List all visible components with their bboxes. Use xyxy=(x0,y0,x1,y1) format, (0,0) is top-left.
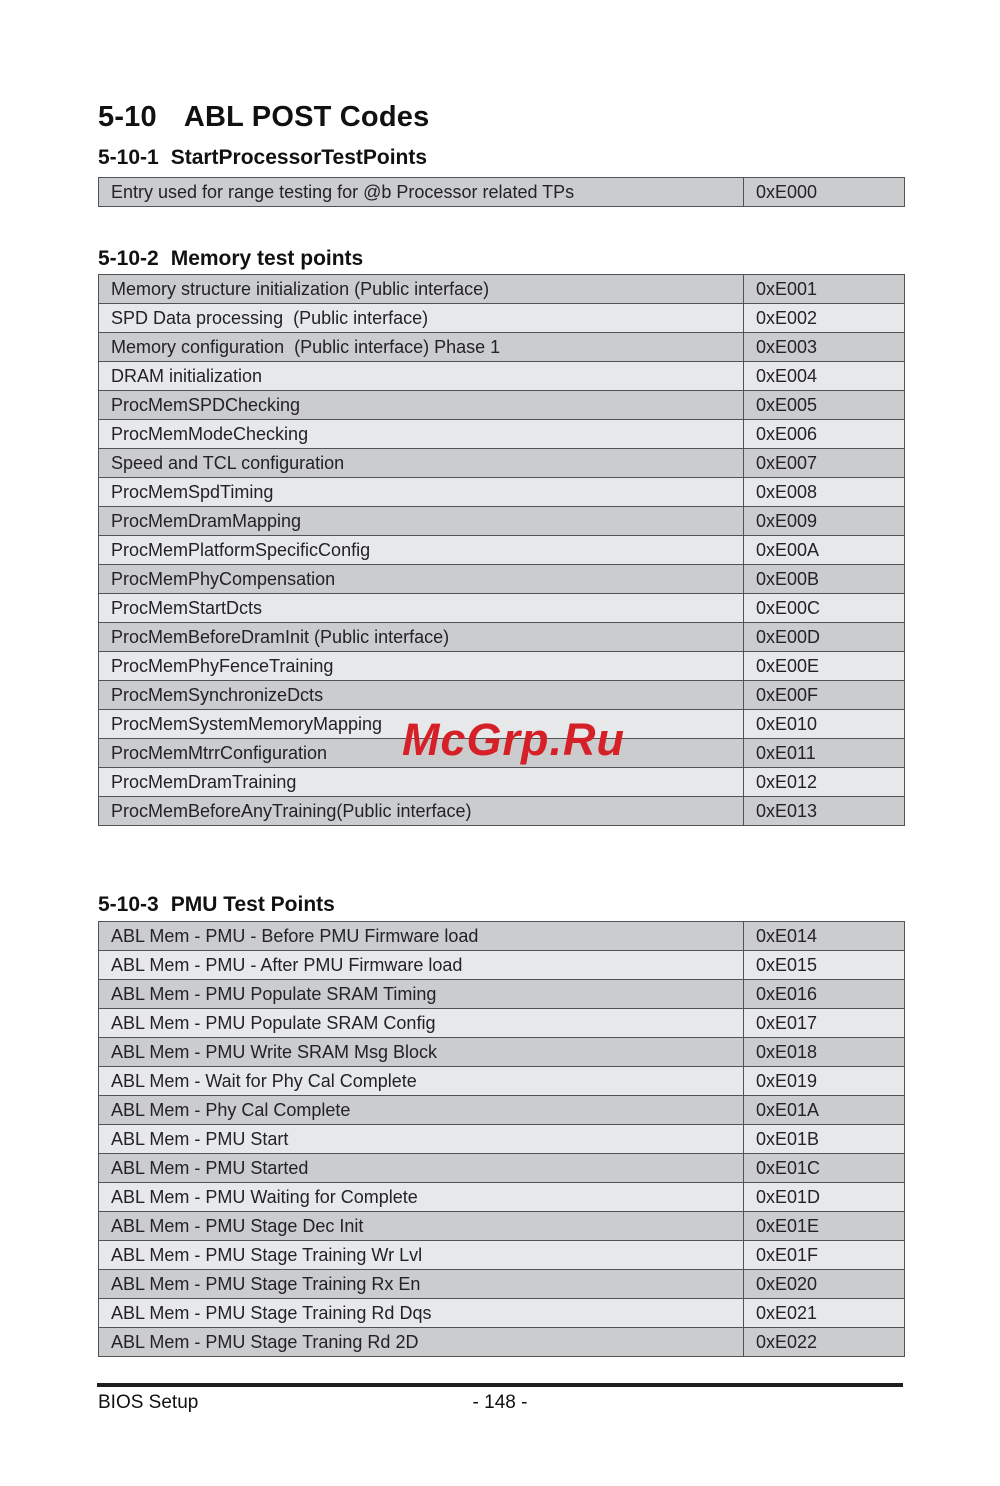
section-heading xyxy=(98,145,904,170)
footer-page-number: - 148 - xyxy=(472,1392,528,1413)
table-row xyxy=(99,1067,905,1096)
post-code-value: 0xE00A xyxy=(744,536,905,565)
post-code-value: 0xE00B xyxy=(744,565,905,594)
table-row xyxy=(99,333,905,362)
test-point-description: ABL Mem - PMU Stage Training Rd Dqs xyxy=(99,1299,744,1328)
table-row xyxy=(99,1299,905,1328)
table-row xyxy=(99,1241,905,1270)
post-code-value: 0xE020 xyxy=(744,1270,905,1299)
test-point-description: Entry used for range testing for @b Processor related TPs xyxy=(99,178,744,207)
post-code-value: 0xE006 xyxy=(744,420,905,449)
footer-chapter-label: BIOS Setup xyxy=(98,1392,199,1413)
test-point-description: ProcMemDramTraining xyxy=(99,768,744,797)
table-row xyxy=(99,1212,905,1241)
table-row xyxy=(99,768,905,797)
test-point-description: ProcMemPlatformSpecificConfig xyxy=(99,536,744,565)
post-code-value: 0xE016 xyxy=(744,980,905,1009)
post-code-value: 0xE00C xyxy=(744,594,905,623)
post-code-value: 0xE004 xyxy=(744,362,905,391)
watermark-text: McGrp.Ru xyxy=(402,714,626,765)
section-title: StartProcessorTestPoints xyxy=(170,146,428,169)
post-code-value: 0xE002 xyxy=(744,304,905,333)
test-point-description: ABL Mem - PMU Start xyxy=(99,1125,744,1154)
section-title: Memory test points xyxy=(170,247,364,270)
table-row xyxy=(99,420,905,449)
page-title-number: 5-10 xyxy=(98,101,157,133)
table-row xyxy=(99,594,905,623)
test-point-description: ProcMemBeforeDramInit (Public interface) xyxy=(99,623,744,652)
post-code-value: 0xE01E xyxy=(744,1212,905,1241)
post-code-value: 0xE01A xyxy=(744,1096,905,1125)
section-number: 5-10-3 xyxy=(98,893,159,916)
section-number: 5-10-2 xyxy=(98,247,159,270)
page-title-text: ABL POST Codes xyxy=(183,101,430,133)
test-point-description: ABL Mem - PMU - After PMU Firmware load xyxy=(99,951,744,980)
test-point-description: ABL Mem - PMU Started xyxy=(99,1154,744,1183)
post-code-value: 0xE00D xyxy=(744,623,905,652)
post-code-table xyxy=(98,177,905,207)
test-point-description: ABL Mem - PMU Stage Training Wr Lvl xyxy=(99,1241,744,1270)
test-point-description: Speed and TCL configuration xyxy=(99,449,744,478)
post-code-value: 0xE01C xyxy=(744,1154,905,1183)
post-code-value: 0xE005 xyxy=(744,391,905,420)
post-code-value: 0xE014 xyxy=(744,922,905,951)
table-row xyxy=(99,304,905,333)
test-point-description: ProcMemSpdTiming xyxy=(99,478,744,507)
table-row xyxy=(99,623,905,652)
table-row xyxy=(99,1125,905,1154)
test-point-description: SPD Data processing (Public interface) xyxy=(99,304,744,333)
test-point-description: ABL Mem - PMU Stage Dec Init xyxy=(99,1212,744,1241)
post-code-table xyxy=(98,921,905,1357)
page-title xyxy=(98,101,429,134)
test-point-description: ProcMemSPDChecking xyxy=(99,391,744,420)
post-code-value: 0xE01B xyxy=(744,1125,905,1154)
test-point-description: ABL Mem - PMU Populate SRAM Config xyxy=(99,1009,744,1038)
test-point-description: ProcMemPhyCompensation xyxy=(99,565,744,594)
test-point-description: ABL Mem - Wait for Phy Cal Complete xyxy=(99,1067,744,1096)
post-code-value: 0xE012 xyxy=(744,768,905,797)
table-row xyxy=(99,922,905,951)
post-code-value: 0xE008 xyxy=(744,478,905,507)
table-row xyxy=(99,1270,905,1299)
post-code-value: 0xE011 xyxy=(744,739,905,768)
table-row xyxy=(99,1154,905,1183)
test-point-description: ABL Mem - PMU Waiting for Complete xyxy=(99,1183,744,1212)
post-code-value: 0xE00E xyxy=(744,652,905,681)
table-row xyxy=(99,391,905,420)
post-code-value: 0xE018 xyxy=(744,1038,905,1067)
section xyxy=(98,892,904,1357)
post-code-value: 0xE00F xyxy=(744,681,905,710)
test-point-description: ABL Mem - PMU Populate SRAM Timing xyxy=(99,980,744,1009)
table-row xyxy=(99,478,905,507)
table-row xyxy=(99,1328,905,1357)
test-point-description: ABL Mem - Phy Cal Complete xyxy=(99,1096,744,1125)
table-row xyxy=(99,1038,905,1067)
test-point-description: ProcMemMtrrConfiguration xyxy=(99,739,744,768)
table-row xyxy=(99,681,905,710)
test-point-description: ProcMemBeforeAnyTraining(Public interface) xyxy=(99,797,744,826)
table-row xyxy=(99,1096,905,1125)
test-point-description: ProcMemSystemMemoryMapping xyxy=(99,710,744,739)
test-point-description: Memory structure initialization (Public interface) xyxy=(99,275,744,304)
table-row xyxy=(99,1183,905,1212)
test-point-description: ProcMemModeChecking xyxy=(99,420,744,449)
post-code-value: 0xE015 xyxy=(744,951,905,980)
post-code-value: 0xE000 xyxy=(744,178,905,207)
table-row xyxy=(99,507,905,536)
post-code-value: 0xE007 xyxy=(744,449,905,478)
test-point-description: ProcMemDramMapping xyxy=(99,507,744,536)
test-point-description: ABL Mem - PMU - Before PMU Firmware load xyxy=(99,922,744,951)
table-row xyxy=(99,275,905,304)
table-row xyxy=(99,449,905,478)
table-row xyxy=(99,1009,905,1038)
test-point-description: ABL Mem - PMU Stage Training Rx En xyxy=(99,1270,744,1299)
post-code-value: 0xE013 xyxy=(744,797,905,826)
post-code-value: 0xE017 xyxy=(744,1009,905,1038)
post-code-value: 0xE010 xyxy=(744,710,905,739)
test-point-description: ProcMemSynchronizeDcts xyxy=(99,681,744,710)
footer-rule xyxy=(97,1383,903,1387)
table-row xyxy=(99,797,905,826)
table-row xyxy=(99,652,905,681)
table-row xyxy=(99,565,905,594)
table-row xyxy=(99,362,905,391)
post-code-value: 0xE019 xyxy=(744,1067,905,1096)
table-row xyxy=(99,536,905,565)
post-code-value: 0xE021 xyxy=(744,1299,905,1328)
table-row xyxy=(99,951,905,980)
post-code-value: 0xE001 xyxy=(744,275,905,304)
section xyxy=(98,145,904,207)
section-heading xyxy=(98,892,904,917)
table-row xyxy=(99,178,905,207)
post-code-value: 0xE022 xyxy=(744,1328,905,1357)
test-point-description: ProcMemPhyFenceTraining xyxy=(99,652,744,681)
test-point-description: DRAM initialization xyxy=(99,362,744,391)
post-code-value: 0xE009 xyxy=(744,507,905,536)
test-point-description: ABL Mem - PMU Write SRAM Msg Block xyxy=(99,1038,744,1067)
section-title: PMU Test Points xyxy=(170,893,335,916)
test-point-description: Memory configuration (Public interface) Phase 1 xyxy=(99,333,744,362)
post-code-value: 0xE003 xyxy=(744,333,905,362)
post-code-value: 0xE01F xyxy=(744,1241,905,1270)
test-point-description: ProcMemStartDcts xyxy=(99,594,744,623)
section-heading xyxy=(98,246,904,271)
test-point-description: ABL Mem - PMU Stage Traning Rd 2D xyxy=(99,1328,744,1357)
page-footer xyxy=(0,1392,1000,1416)
post-code-value: 0xE01D xyxy=(744,1183,905,1212)
table-row xyxy=(99,980,905,1009)
section-number: 5-10-1 xyxy=(98,146,159,169)
